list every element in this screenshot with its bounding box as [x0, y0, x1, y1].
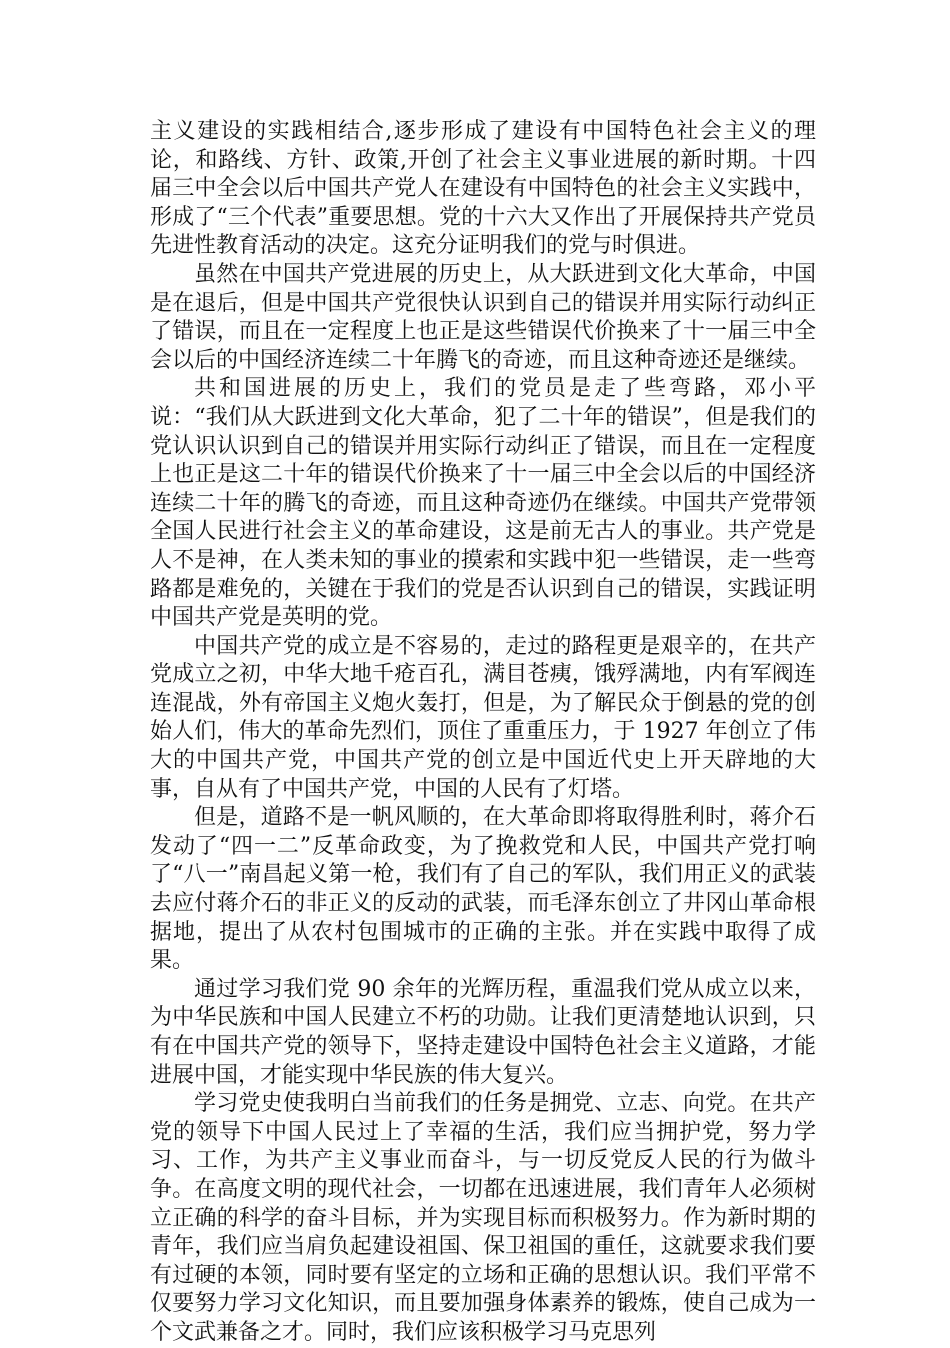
paragraph-2: 虽然在中国共产党进展的历史上，从大跃进到文化大革命，中国是在退后，但是中国共产党很快认识到自己的错误并用实际行动纠正了错误，而且在一定程度上也正是这些错误代价换来了十一届三中全会以后的中国经济连续二十年腾飞的奇迹，而且这种奇迹还是继续。 — [150, 261, 816, 373]
paragraph-7: 学习党史使我明白当前我们的任务是拥党、立志、向党。在共产党的领导下中国人民过上了幸福的生活，我们应当拥护党，努力学习、工作，为共产主义事业而奋斗，与一切反党反人民的行为做斗争。在高度文明的现代社会，一切都在迅速进展，我们青年人必须树立正确的科学的奋斗目标，并为实现目标而积极努力。作为新时期的青年，我们应当肩负起建设祖国、保卫祖国的重任，这就要求我们要有过硬的本领，同时要有坚定的立场和正确的思想认识。我们平常不仅要努力学习文化知识，而且要加强身体素养的锻炼，使自己成为一个文武兼备之才。同时，我们应该积极学习马克思列 — [150, 1091, 816, 1345]
paragraph-4: 中国共产党的成立是不容易的，走过的路程更是艰辛的，在共产党成立之初，中华大地千疮百孔，满目苍痍，饿殍满地，内有军阀连连混战，外有帝国主义炮火轰打，但是，为了解民众于倒悬的党的创始人们，伟大的革命先烈们，顶住了重重压力，于 1927 年创立了伟大的中国共产党，中国共产党的创立是中国近代史上开天辟地的大事，自从有了中国共产党，中国的人民有了灯塔。 — [150, 633, 816, 802]
document-body — [150, 118, 816, 1348]
paragraph-6: 通过学习我们党 90 余年的光辉历程，重温我们党从成立以来，为中华民族和中国人民建立不朽的功勋。让我们更清楚地认识到，只有在中国共产党的领导下，坚持走建设中国特色社会主义道路，才能进展中国，才能实现中华民族的伟大复兴。 — [150, 976, 816, 1088]
paragraph-3: 共和国进展的历史上，我们的党员是走了些弯路，邓小平说：“我们从大跃进到文化大革命，犯了二十年的错误”，但是我们的党认识认识到自己的错误并用实际行动纠正了错误，而且在一定程度上也正是这二十年的错误代价换来了十一届三中全会以后的中国经济连续二十年的腾飞的奇迹，而且这种奇迹仍在继续。中国共产党带领全国人民进行社会主义的革命建设，这是前无古人的事业。共产党是人不是神，在人类未知的事业的摸索和实践中犯一些错误，走一些弯路都是难免的，关键在于我们的党是否认识到自己的错误，实践证明中国共产党是英明的党。 — [150, 376, 816, 631]
paragraph-5: 但是，道路不是一帆风顺的，在大革命即将取得胜利时，蒋介石发动了“四一二”反革命政变，为了挽救党和人民，中国共产党打响了“八一”南昌起义第一枪，我们有了自己的军队，我们用正义的武装去应付蒋介石的非正义的反动的武装，而毛泽东创立了井冈山革命根据地，提出了从农村包围城市的正确的主张。并在实践中取得了成果。 — [150, 805, 816, 974]
paragraph-1: 主义建设的实践相结合,逐步形成了建设有中国特色社会主义的理论，和路线、方针、政策,开创了社会主义事业进展的新时期。十四届三中全会以后中国共产党人在建设有中国特色的社会主义实践中，形成了“三个代表”重要思想。党的十六大又作出了开展保持共产党员先进性教育活动的决定。这充分证明我们的党与时俱进。 — [150, 119, 816, 259]
